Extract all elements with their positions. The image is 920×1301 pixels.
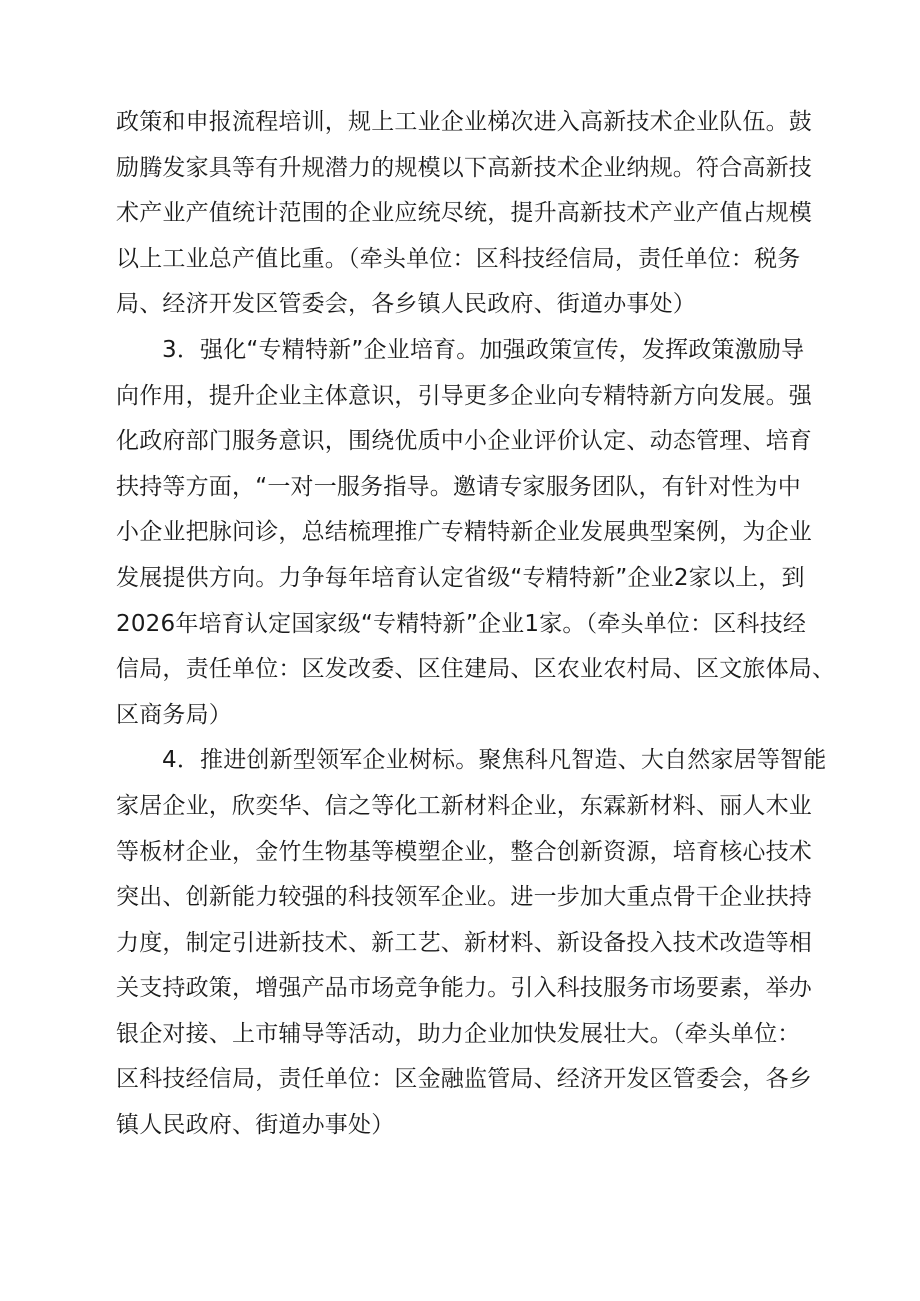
text-line: 突出、创新能力较强的科技领军企业。进一步加大重点骨干企业扶持: [116, 884, 812, 911]
text-line: 关支持政策，增强产品市场竞争能力。引入科技服务市场要素，举办: [116, 975, 812, 1002]
text-line: 政策和申报流程培训，规上工业企业梯次进入高新技术企业队伍。鼓: [116, 109, 812, 135]
paragraph-item-4: [116, 738, 827, 1148]
text-line: 发展提供方向。力争每年培育认定省级“专精特新”企业2家以上，到: [116, 564, 805, 591]
text-line: 术产业产值统计范围的企业应统尽统，提升高新技术产业产值占规模: [116, 200, 812, 227]
document-body: [116, 100, 836, 1149]
paragraph-continuation: [116, 100, 812, 328]
text-line: 区商务局）: [116, 701, 232, 728]
paragraph-item-3: [116, 328, 836, 738]
text-line: 2026年培育认定国家级“专精特新”企业1家。（牵头单位：区科技经: [116, 610, 807, 637]
text-line: 区科技经信局，责任单位：区金融监管局、经济开发区管委会，各乡: [116, 1066, 812, 1093]
text-line: 化政府部门服务意识，围绕优质中小企业评价认定、动态管理、培育: [116, 428, 812, 455]
text-line: 向作用，提升企业主体意识，引导更多企业向专精特新方向发展。强: [116, 382, 812, 409]
text-line: 扶持等方面，“一对一服务指导。邀请专家服务团队，有针对性为中: [116, 473, 801, 500]
text-line: 信局，责任单位：区发改委、区住建局、区农业农村局、区文旅体局、: [116, 656, 836, 683]
text-line: 局、经济开发区管委会，各乡镇人民政府、街道办事处）: [116, 291, 696, 318]
text-line: 励腾发家具等有升规潜力的规模以下高新技术企业纳规。符合高新技: [116, 154, 812, 181]
text-line: 银企对接、上市辅导等活动，助力企业加快发展壮大。（牵头单位：: [116, 1020, 801, 1047]
text-line: 家居企业，欣奕华、信之等化工新材料企业，东霖新材料、丽人木业: [116, 792, 812, 819]
text-line: 4．推进创新型领军企业树标。聚焦科凡智造、大自然家居等智能: [162, 747, 827, 774]
text-line: 镇人民政府、街道办事处）: [116, 1112, 395, 1139]
text-line: 小企业把脉问诊，总结梳理推广专精特新企业发展典型案例，为企业: [116, 519, 812, 546]
text-line: 以上工业总产值比重。（牵头单位：区科技经信局，责任单位：税务: [116, 245, 801, 272]
text-line: 力度，制定引进新技术、新工艺、新材料、新设备投入技术改造等相: [116, 929, 812, 956]
text-line: 3．强化“专精特新”企业培育。加强政策宣传，发挥政策激励导: [162, 336, 805, 363]
text-line: 等板材企业，金竹生物基等模塑企业，整合创新资源，培育核心技术: [116, 838, 812, 865]
